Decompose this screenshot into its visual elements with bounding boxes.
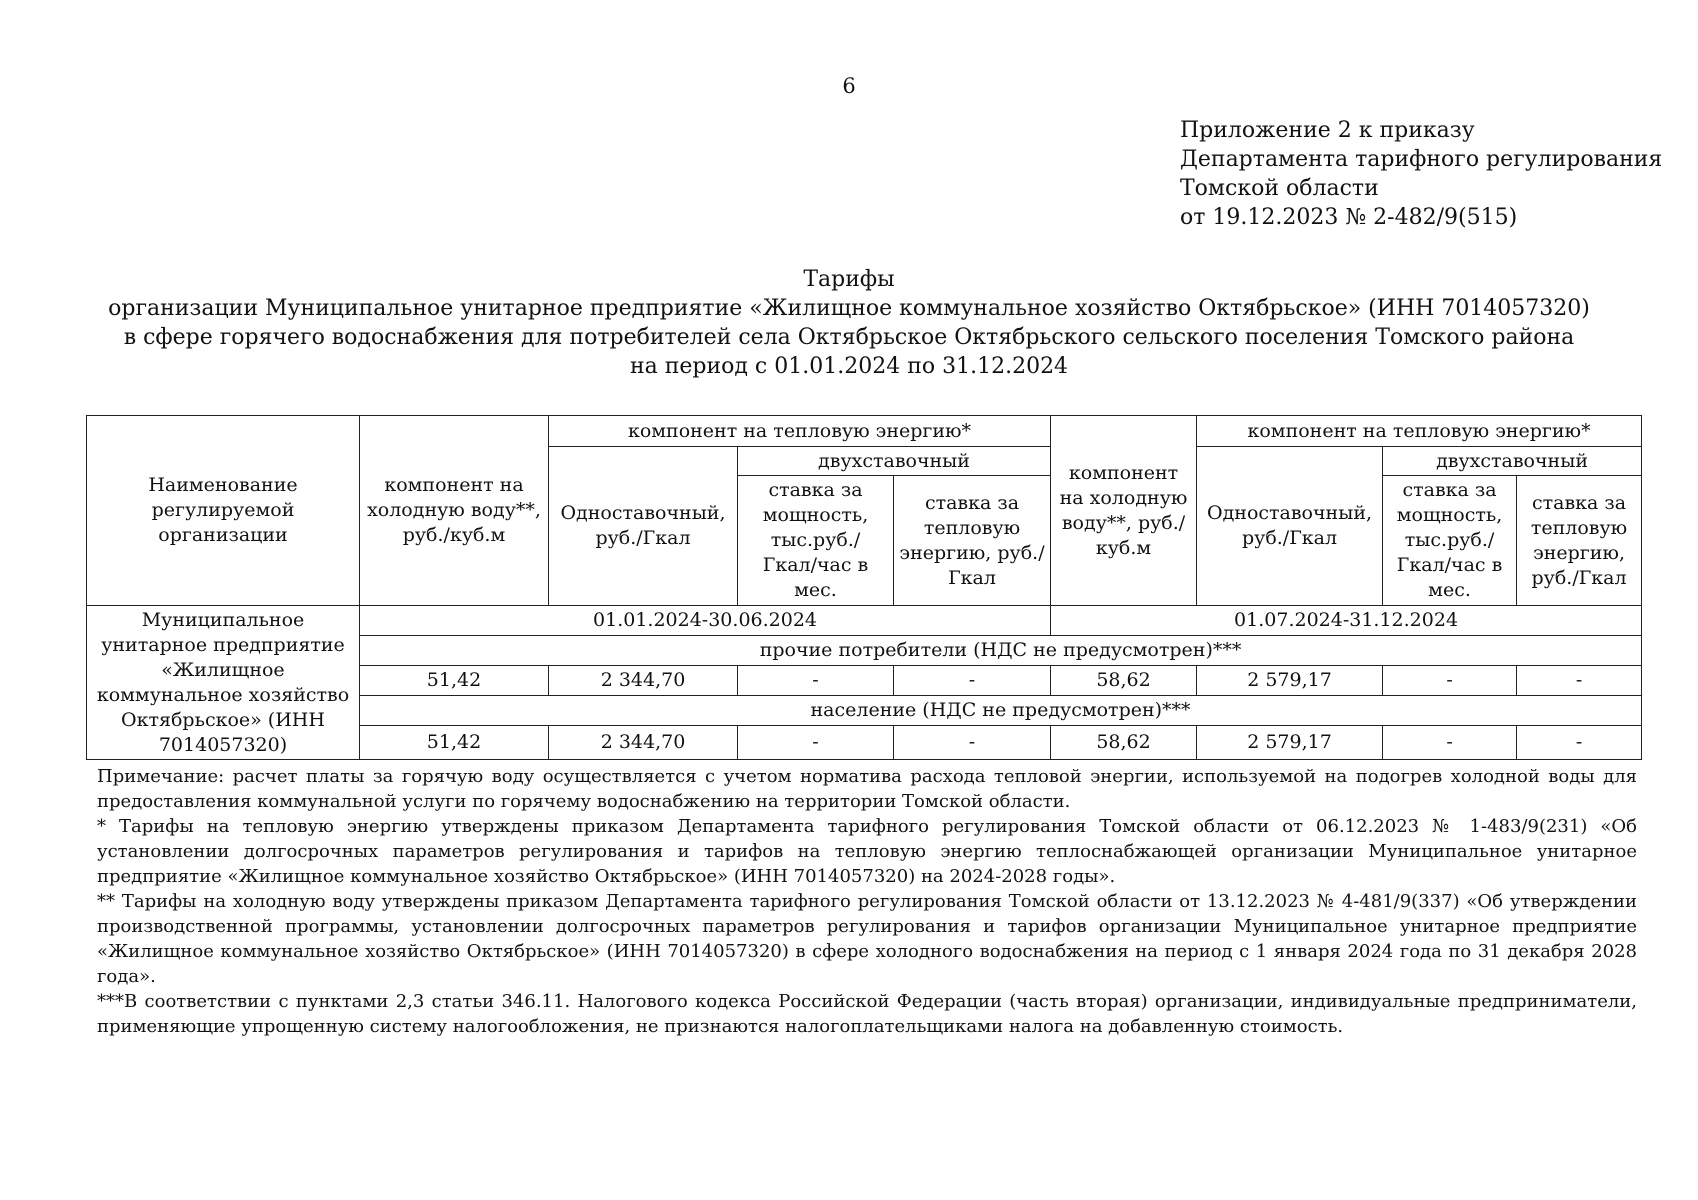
- title-line: организации Муниципальное унитарное предприятие «Жилищное коммунальное хозяйство Октябрьское» (ИНН 7014057320): [108, 296, 1590, 321]
- appendix-line: Департамента тарифного регулирования: [1180, 147, 1663, 172]
- header-cold-component-period1: компонент на холодную воду**, руб./куб.м: [360, 416, 549, 606]
- value-cell: 58,62: [1051, 726, 1197, 760]
- header-single-rate-period1: Одноставочный, руб./Гкал: [549, 447, 738, 606]
- period1-cell: 01.01.2024-30.06.2024: [360, 606, 1051, 636]
- value-cell: 51,42: [360, 666, 549, 696]
- value-cell: -: [738, 726, 894, 760]
- header-heat-component-period2: компонент на тепловую энергию*: [1197, 416, 1642, 447]
- page-number: 6: [842, 74, 856, 98]
- header-heat-component-period1: компонент на тепловую энергию*: [549, 416, 1051, 447]
- header-two-rate-period1: двухставочный: [738, 447, 1051, 476]
- value-cell: 2 344,70: [549, 726, 738, 760]
- value-cell: 2 579,17: [1197, 666, 1383, 696]
- value-cell: 2 579,17: [1197, 726, 1383, 760]
- organization-name-cell: Муниципальное унитарное предприятие «Жилищное коммунальное хозяйство Октябрьское» (ИНН 7014057320): [87, 606, 360, 760]
- period2-cell: 01.07.2024-31.12.2024: [1051, 606, 1642, 636]
- header-single-rate-period2: Одноставочный, руб./Гкал: [1197, 447, 1383, 606]
- footnotes: [97, 764, 1637, 1039]
- header-capacity-rate-period1: ставка за мощность, тыс.руб./ Гкал/час в мес.: [738, 476, 894, 606]
- header-energy-rate-period1: ставка за тепловую энергию, руб./Гкал: [894, 476, 1051, 606]
- value-cell: 58,62: [1051, 666, 1197, 696]
- header-two-rate-period2: двухставочный: [1383, 447, 1642, 476]
- value-cell: -: [894, 726, 1051, 760]
- value-cell: -: [1517, 666, 1642, 696]
- value-cell: -: [738, 666, 894, 696]
- title-line: в сфере горячего водоснабжения для потребителей села Октябрьское Октябрьского сельского поселения Томского района: [123, 325, 1575, 350]
- appendix-line: от 19.12.2023 № 2-482/9(515): [1180, 205, 1518, 230]
- value-cell: -: [894, 666, 1051, 696]
- consumer-group-label: население (НДС не предусмотрен)***: [360, 696, 1642, 726]
- appendix-line: Приложение 2 к приказу: [1180, 118, 1475, 143]
- footnote-2: ** Тарифы на холодную воду утверждены приказом Департамента тарифного регулирования Томской области от 13.12.2023 № 4-481/9(337) «Об утверждении производственной программы, установлении долгосрочных параметров регулирования и тарифов организации Муниципальное унитарное предприятие «Жилищное коммунальное хозяйство Октябрьское» (ИНН 7014057320) в сфере холодного водоснабжения на период с 1 января 2024 года по 31 декабря 2028 года».: [97, 891, 1637, 987]
- value-cell: 51,42: [360, 726, 549, 760]
- footnote-1: * Тарифы на тепловую энергию утверждены приказом Департамента тарифного регулирования Томской области от 06.12.2023 № 1-483/9(231) «Об установлении долгосрочных параметров регулирования и тарифов на тепловую энергию теплоснабжающей организации Муниципальное унитарное предприятие «Жилищное коммунальное хозяйство Октябрьское» (ИНН 7014057320) на 2024-2028 годы».: [97, 816, 1637, 887]
- value-cell: 2 344,70: [549, 666, 738, 696]
- header-cold-component-period2: компонент на холодную воду**, руб./куб.м: [1051, 416, 1197, 606]
- title-line: на период с 01.01.2024 по 31.12.2024: [629, 354, 1069, 379]
- header-org-name: Наименование регулируемой организации: [87, 416, 360, 606]
- value-cell: -: [1383, 726, 1517, 760]
- value-cell: -: [1383, 666, 1517, 696]
- header-capacity-rate-period2: ставка за мощность, тыс.руб./ Гкал/час в мес.: [1383, 476, 1517, 606]
- document-title: [0, 265, 1698, 381]
- period-row: [87, 606, 1642, 636]
- consumer-group-label: прочие потребители (НДС не предусмотрен)***: [360, 636, 1642, 666]
- header-row: [87, 416, 1642, 447]
- header-energy-rate-period2: ставка за тепловую энергию, руб./Гкал: [1517, 476, 1642, 606]
- note-main: Примечание: расчет платы за горячую воду осуществляется с учетом норматива расхода тепловой энергии, используемой на подогрев холодной воды для предоставления коммунальной услуги по горячему водоснабжению на территории Томской области.: [97, 766, 1637, 812]
- appendix-line: Томской области: [1180, 176, 1379, 201]
- title-heading: Тарифы: [803, 267, 895, 292]
- tariffs-table: [86, 415, 1642, 760]
- footnote-3: ***В соответствии с пунктами 2,3 статьи 346.11. Налогового кодекса Российской Федерации (часть вторая) организации, индивидуальные предприниматели, применяющие упрощенную систему налогообложения, не признаются налогоплательщиками налога на добавленную стоимость.: [97, 991, 1637, 1037]
- value-cell: -: [1517, 726, 1642, 760]
- appendix-reference: [1180, 116, 1662, 232]
